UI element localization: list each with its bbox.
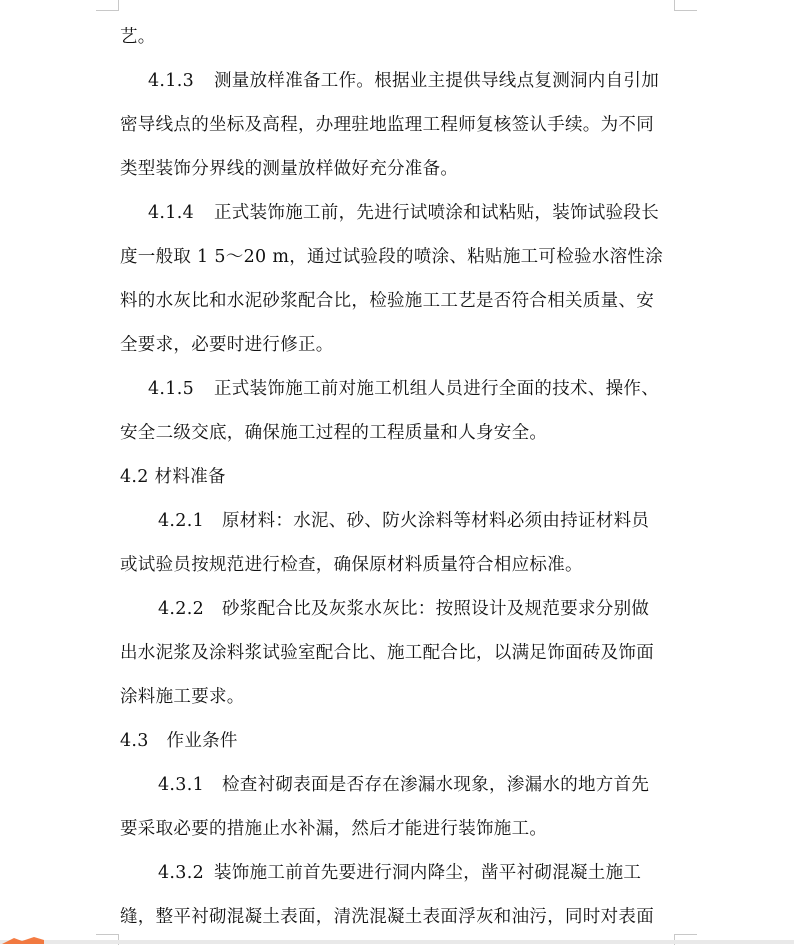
line-text: 砂浆配合比及灰浆水灰比：按照设计及规范要求分别做 <box>222 599 650 619</box>
text-line: 缝，整平衬砌混凝土表面，清洗混凝土表面浮灰和油污，同时对表面 <box>120 907 654 927</box>
section-number: 4.3.1 <box>158 775 205 795</box>
section-number: 4.2.1 <box>158 511 205 531</box>
section-heading: 4.2 材料准备 <box>120 467 226 487</box>
text-line <box>158 510 649 532</box>
text-line <box>158 774 649 796</box>
page-bottom-edge <box>0 940 794 944</box>
section-number: 4.3.2 <box>158 863 205 883</box>
line-text: 正式装饰施工前，先进行试喷涂和试粘贴，装饰试验段长 <box>214 203 659 223</box>
line-text: 原材料：水泥、砂、防火涂料等材料必须由持证材料员 <box>222 511 650 531</box>
text-line: 出水泥浆及涂料浆试验室配合比、施工配合比，以满足饰面砖及饰面 <box>120 643 654 663</box>
brand-mark-icon <box>0 936 44 944</box>
text-line: 料的水灰比和水泥砂浆配合比，检验施工工艺是否符合相关质量、安 <box>120 291 654 311</box>
section-number: 4.2.2 <box>158 599 205 619</box>
text-line: 艺。 <box>120 27 156 47</box>
section-heading: 4.3 作业条件 <box>120 731 238 751</box>
line-text: 检查衬砌表面是否存在渗漏水现象，渗漏水的地方首先 <box>222 775 650 795</box>
section-number: 4.1.4 <box>148 203 195 223</box>
text-line <box>148 70 659 92</box>
text-line: 类型装饰分界线的测量放样做好充分准备。 <box>120 159 459 179</box>
text-line: 安全二级交底，确保施工过程的工程质量和人身安全。 <box>120 423 548 443</box>
section-number: 4.1.5 <box>148 379 195 399</box>
section-number: 4.1.3 <box>148 71 195 91</box>
line-text: 装饰施工前首先要进行洞内降尘，凿平衬砌混凝土施工 <box>214 863 642 883</box>
text-line: 要采取必要的措施止水补漏，然后才能进行装饰施工。 <box>120 819 548 839</box>
text-line <box>148 378 659 400</box>
text-line: 全要求，必要时进行修正。 <box>120 335 334 355</box>
line-text: 正式装饰施工前对施工机组人员进行全面的技术、操作、 <box>214 379 659 399</box>
text-line: 密导线点的坐标及高程，办理驻地监理工程师复核签认手续。为不同 <box>120 115 654 135</box>
page-corner-mark <box>674 0 697 11</box>
text-line: 或试验员按规范进行检查，确保原材料质量符合相应标准。 <box>120 555 583 575</box>
line-text: 测量放样准备工作。根据业主提供导线点复测洞内自引加 <box>214 71 659 91</box>
page-corner-mark <box>96 0 119 11</box>
text-line <box>158 862 641 884</box>
text-line: 度一般取 1 5～20 m，通过试验段的喷涂、粘贴施工可检验水溶性涂 <box>120 247 664 267</box>
text-line <box>158 598 649 620</box>
text-line <box>148 202 659 224</box>
text-line: 涂料施工要求。 <box>120 687 245 707</box>
